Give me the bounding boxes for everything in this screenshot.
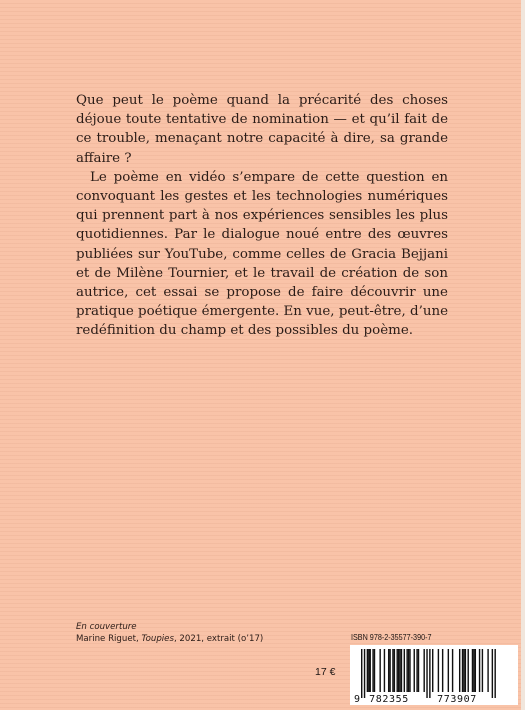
- cover-credit-work: Toupies: [141, 634, 174, 644]
- cover-credit-label: En couverture: [76, 622, 137, 632]
- barcode-bar: [487, 649, 488, 692]
- barcode-bar: [379, 649, 380, 692]
- barcode-bar: [364, 649, 365, 698]
- barcode-bar: [367, 649, 368, 692]
- barcode-bar: [492, 649, 493, 698]
- barcode-bar: [370, 649, 371, 692]
- barcode-bar: [368, 649, 369, 692]
- blurb-paragraph-1: Que peut le poème quand la précarité des choses déjoue toute tentative de nomination — et qu’il fait de ce trouble, menaçant notre capacité à dire, sa grande affaire ?: [76, 93, 448, 166]
- barcode-graphic: [350, 645, 518, 705]
- blurb-paragraph-2: Le poème en vidéo s’empare de cette question en convoquant les gestes et les technologies numériques qui prennent part à nos expériences sensibles les plus quotidiennes. Par le dialogue noué entre des œuvres publiées sur YouTube, comme celles de Gracia Bejjani et de Milène Tournier, et le travail de création de son autrice, cet essai se propose de faire découvrir une pratique poétique émergente. En vue, peut-être, d’une redéfinition du champ et des possibles du poème.: [76, 169, 448, 339]
- barcode-first-digit: 9: [354, 694, 361, 705]
- back-cover-blurb: [76, 91, 448, 341]
- barcode-left-digits: 782355: [369, 694, 409, 705]
- barcode-bar: [416, 649, 417, 692]
- barcode-bar: [438, 649, 439, 692]
- barcode-bar: [475, 649, 476, 692]
- price: 17 €: [315, 666, 336, 678]
- barcode-bar: [473, 649, 474, 692]
- cover-credit: [76, 621, 263, 645]
- barcode-bar: [374, 649, 375, 692]
- barcode: [350, 645, 518, 705]
- barcode-bar: [426, 649, 427, 698]
- barcode-bar: [408, 649, 409, 692]
- barcode-bar: [394, 649, 395, 692]
- barcode-bar: [459, 649, 460, 692]
- barcode-bar: [372, 649, 373, 692]
- barcode-bar: [472, 649, 473, 692]
- barcode-bar: [384, 649, 385, 692]
- barcode-bar: [398, 649, 399, 692]
- barcode-bar: [404, 649, 405, 692]
- barcode-bar: [409, 649, 410, 692]
- barcode-bar: [418, 649, 419, 692]
- barcode-bar: [442, 649, 443, 692]
- barcode-bar: [468, 649, 469, 692]
- cover-credit-artist: Marine Riguet,: [76, 634, 142, 644]
- barcode-bar: [399, 649, 400, 692]
- barcode-bar: [432, 649, 433, 692]
- barcode-bar: [452, 649, 453, 692]
- barcode-bar: [463, 649, 464, 692]
- barcode-bar: [479, 649, 480, 692]
- cover-edge: [521, 0, 525, 710]
- barcode-bar: [406, 649, 407, 692]
- barcode-bar: [392, 649, 393, 692]
- barcode-bar: [414, 649, 415, 692]
- barcode-right-digits: 773907: [437, 694, 477, 705]
- barcode-bar: [423, 649, 424, 692]
- barcode-bar: [361, 649, 362, 698]
- barcode-bar: [462, 649, 463, 692]
- barcode-bar: [401, 649, 402, 692]
- barcode-bar: [494, 649, 495, 698]
- barcode-bar: [482, 649, 483, 692]
- barcode-bar: [388, 649, 389, 692]
- barcode-bar: [448, 649, 449, 692]
- barcode-bar: [389, 649, 390, 692]
- barcode-bar: [429, 649, 430, 698]
- barcode-bar: [465, 649, 466, 692]
- isbn-number: ISBN 978-2-35577-390-7: [351, 632, 432, 642]
- cover-credit-details: , 2021, extrait (o’17): [173, 634, 264, 644]
- barcode-bar: [397, 649, 398, 692]
